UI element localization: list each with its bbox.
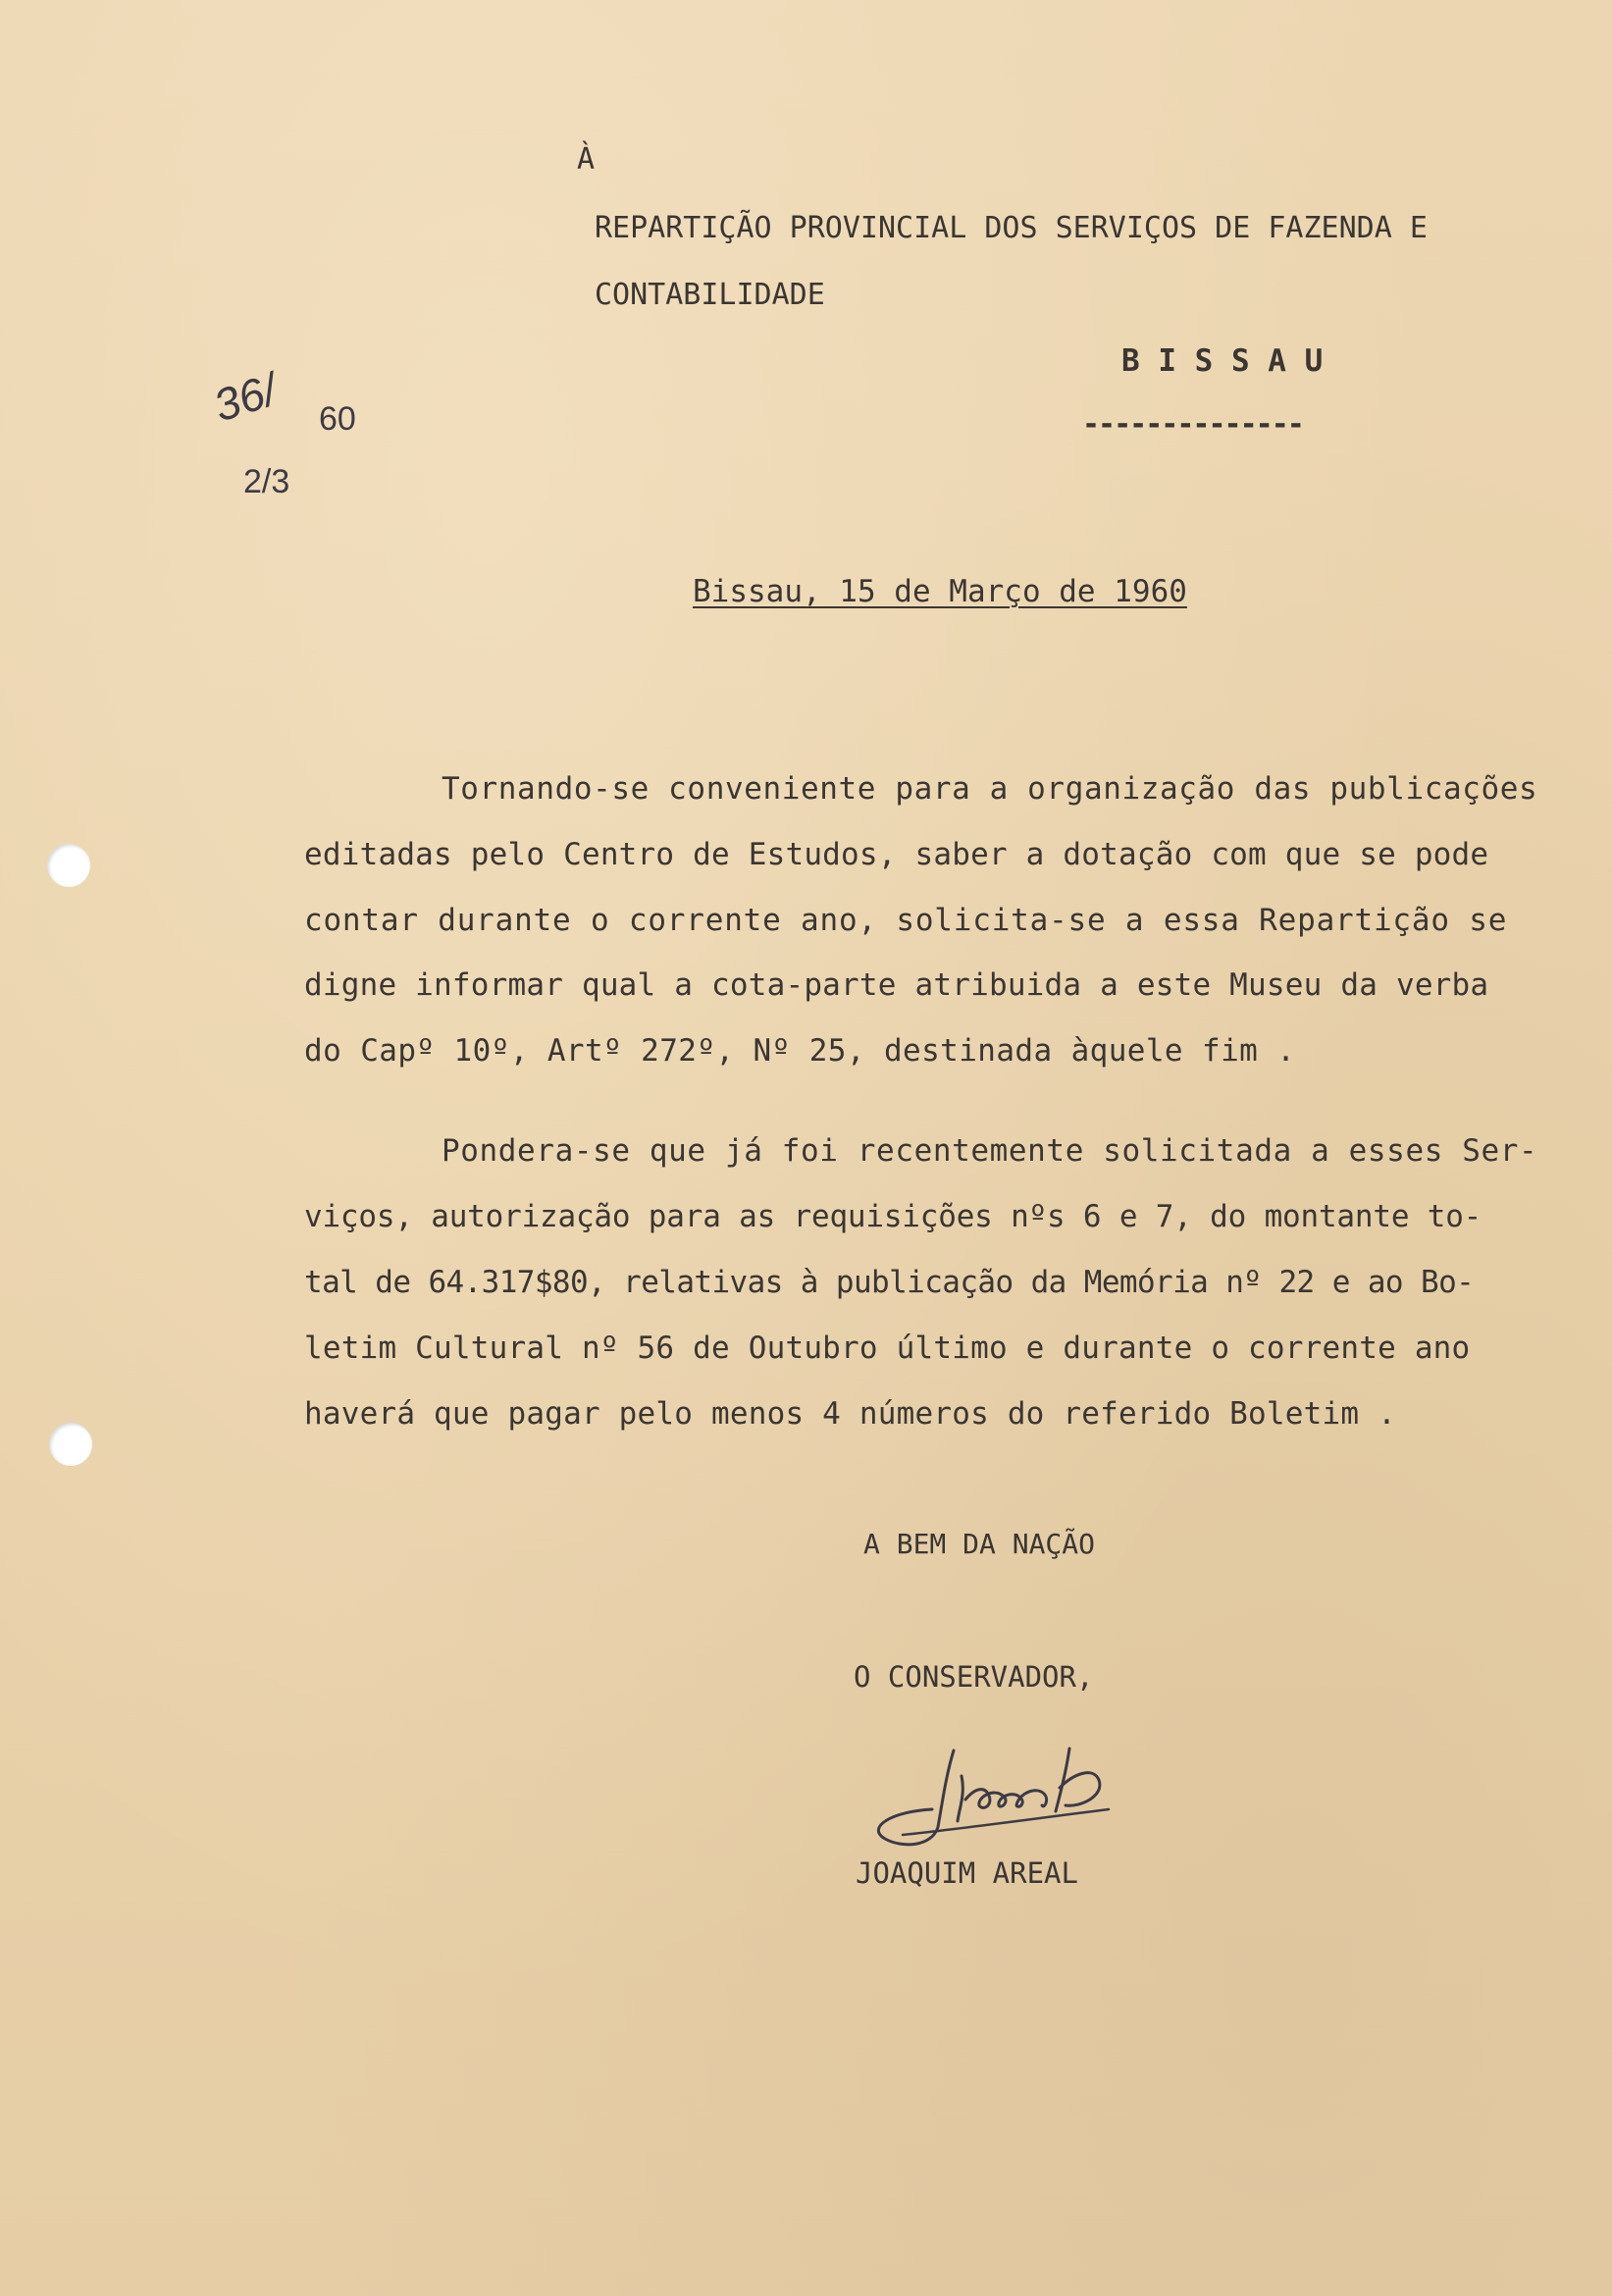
handwritten-reference-fraction: 2/3 [243, 463, 290, 500]
paragraph-2-line-4: letim Cultural nº 56 de Outubro último e durante o corrente ano [304, 1331, 1471, 1366]
header-recipient-line-1: REPARTIÇÃO PROVINCIAL DOS SERVIÇOS DE FAZENDA E [595, 211, 1428, 245]
signature-mark [863, 1737, 1158, 1854]
paragraph-2-line-1: Pondera-se que já foi recentemente solicitada a esses Ser- [442, 1133, 1538, 1169]
header-mark: À [577, 142, 596, 177]
punch-hole-bottom [49, 1423, 92, 1466]
header-city: B I S S A U [1121, 343, 1324, 379]
paragraph-1-line-5: do Capº 10º, Artº 272º, Nº 25, destinada àquele fim . [304, 1033, 1296, 1069]
paragraph-1-line-4: digne informar qual a cota-parte atribuida a este Museu da verba [304, 967, 1489, 1003]
punch-hole-top [47, 844, 90, 887]
signatory-name: JOAQUIM AREAL [856, 1856, 1078, 1890]
handwritten-reference-number: 60 [319, 400, 356, 438]
closing-title: O CONSERVADOR, [854, 1660, 1094, 1694]
paragraph-1-line-2: editadas pelo Centro de Estudos, saber a dotação com que se pode [304, 837, 1489, 872]
paragraph-1-line-1: Tornando-se conveniente para a organização das publicações [442, 771, 1538, 807]
date-line: Bissau, 15 de Março de 1960 [693, 574, 1187, 609]
paragraph-2-line-2: viços, autorização para as requisições nºs 6 e 7, do montante to- [304, 1199, 1482, 1234]
header-rule: -------------- [1082, 407, 1303, 442]
closing-salutation: A BEM DA NAÇÃO [863, 1528, 1096, 1560]
paragraph-2-line-5: haverá que pagar pelo menos 4 números do referido Boletim . [304, 1396, 1396, 1432]
handwritten-reference-scribble: 36/ [207, 363, 284, 432]
paragraph-1-line-3: contar durante o corrente ano, solicita-se a essa Repartição se [304, 903, 1508, 938]
paragraph-2-line-3: tal de 64.317$80, relativas à publicação da Memória nº 22 e ao Bo- [304, 1265, 1475, 1300]
header-recipient-line-2: CONTABILIDADE [595, 278, 825, 312]
paragraph-2 [304, 0, 1599, 1472]
